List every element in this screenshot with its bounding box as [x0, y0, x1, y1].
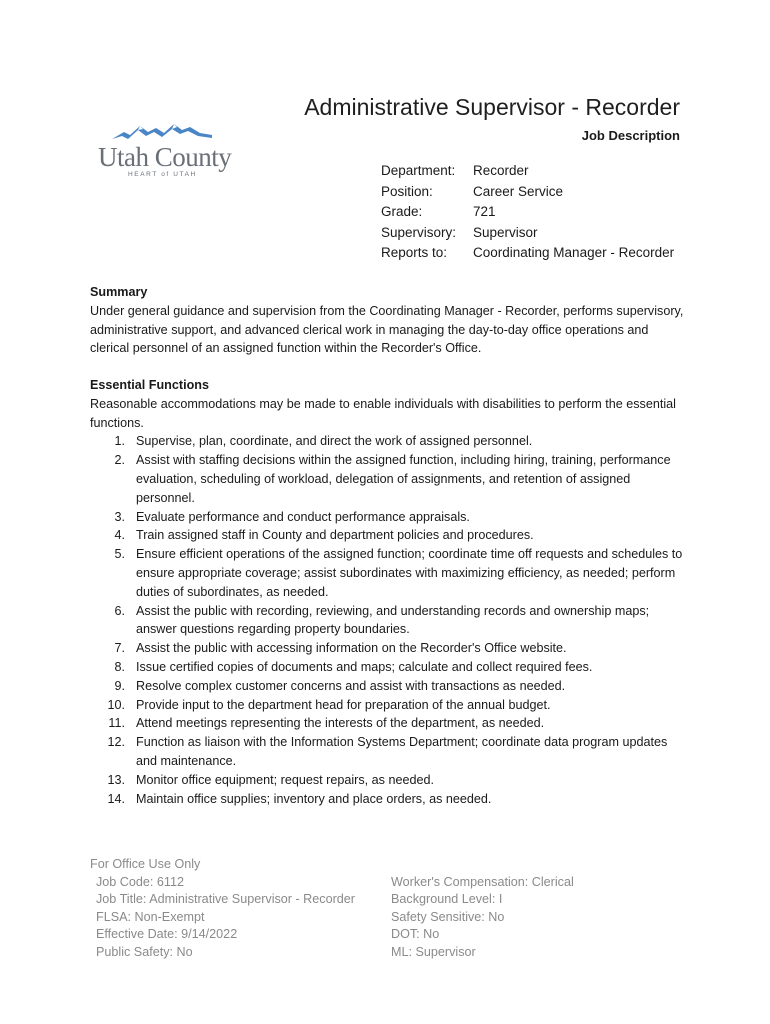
list-number: 8. — [114, 659, 125, 674]
footer-workers-comp: Worker's Compensation: Clerical — [391, 874, 574, 889]
list-item — [90, 733, 690, 771]
info-label: Grade: — [381, 204, 423, 220]
list-item — [90, 790, 690, 809]
info-row-grade — [381, 202, 674, 223]
list-text: Assist with staffing decisions within the assigned function, including hiring, training, performance evaluation, scheduling of workload, delegation of assignments, and retention of assigned personnel. — [136, 453, 671, 505]
footer-flsa: FLSA: Non-Exempt — [96, 909, 205, 924]
list-number: 13. — [107, 772, 125, 787]
essential-functions-intro: Reasonable accommodations may be made to enable individuals with disabilities to perform the essential functions. — [90, 396, 676, 430]
footer-public-safety: Public Safety: No — [96, 944, 193, 959]
list-number: 10. — [107, 697, 125, 712]
footer-safety-sensitive: Safety Sensitive: No — [391, 909, 505, 924]
info-value: Recorder — [473, 163, 529, 178]
page-subtitle: Job Description — [581, 128, 680, 143]
footer-right-column — [391, 874, 574, 962]
list-item — [90, 677, 690, 696]
list-item — [90, 639, 690, 658]
info-label: Position: — [381, 183, 433, 199]
essential-functions-list — [90, 432, 690, 808]
list-item — [90, 714, 690, 733]
footer-job-code: Job Code: 6112 — [96, 874, 184, 889]
info-value: 721 — [473, 204, 496, 220]
list-text: Train assigned staff in County and department policies and procedures. — [136, 528, 534, 543]
list-text: Provide input to the department head for preparation of the annual budget. — [136, 697, 551, 712]
list-text: Attend meetings representing the interests of the department, as needed. — [136, 716, 545, 731]
list-text: Ensure efficient operations of the assigned function; coordinate time off requests and schedules to ensure appropriate coverage; assist subordinates with maximizing efficiency, as needed; perform duties of subordinates, as needed. — [136, 547, 683, 599]
list-item — [90, 451, 690, 507]
list-number: 14. — [107, 791, 125, 806]
info-value: Coordinating Manager - Recorder — [473, 245, 675, 261]
list-item — [90, 696, 690, 715]
info-label: Department: — [381, 163, 456, 178]
list-text: Evaluate performance and conduct performance appraisals. — [136, 509, 470, 524]
list-number: 7. — [114, 641, 125, 656]
list-text: Function as liaison with the Information Systems Department; coordinate data program updates and maintenance. — [136, 735, 668, 768]
info-row-department — [381, 161, 674, 182]
list-number: 6. — [114, 603, 125, 618]
summary-text: Under general guidance and supervision from the Coordinating Manager - Recorder, performs supervisory, administrative support, and advanced clerical work in managing the day-to-day office operations and clerical personnel of an assigned function within the Recorder's Office. — [90, 303, 684, 356]
summary-heading: Summary — [90, 285, 148, 299]
logo-tagline: HEART of UTAH — [128, 171, 197, 178]
list-text: Supervise, plan, coordinate, and direct the work of assigned personnel. — [136, 434, 533, 449]
list-item — [90, 508, 690, 527]
info-row-supervisory — [381, 223, 674, 244]
footer-effective-date: Effective Date: 9/14/2022 — [96, 927, 238, 941]
list-text: Maintain office supplies; inventory and place orders, as needed. — [136, 791, 492, 806]
info-label: Supervisory: — [381, 224, 457, 240]
list-number: 4. — [114, 528, 125, 543]
list-number: 2. — [114, 453, 125, 468]
list-text: Assist the public with accessing information on the Recorder's Office website. — [136, 641, 567, 656]
list-number: 1. — [114, 434, 125, 449]
job-info-table — [381, 161, 674, 264]
list-number: 9. — [114, 678, 125, 693]
list-item — [90, 432, 690, 451]
footer-job-title: Job Title: Administrative Supervisor - Recorder — [96, 892, 355, 906]
footer-dot: DOT: No — [391, 927, 440, 941]
list-text: Assist the public with recording, reviewing, and understanding records and ownership maps; answer questions regarding property boundaries. — [136, 603, 650, 637]
list-item — [90, 658, 690, 677]
list-number: 11. — [108, 716, 125, 731]
essential-functions-section — [90, 376, 690, 808]
list-item — [90, 545, 690, 601]
footer-ml: ML: Supervisor — [391, 944, 476, 959]
info-row-position — [381, 182, 674, 203]
list-item — [90, 526, 690, 545]
summary-section — [90, 283, 690, 358]
list-number: 12. — [107, 735, 125, 750]
essential-functions-heading: Essential Functions — [90, 378, 209, 392]
list-item — [90, 602, 690, 640]
list-text: Resolve complex customer concerns and assist with transactions as needed. — [136, 678, 566, 693]
page-title: Administrative Supervisor - Recorder — [304, 94, 680, 120]
list-number: 3. — [114, 509, 125, 524]
mountain-icon — [112, 120, 212, 142]
list-item — [90, 771, 690, 790]
footer-title: For Office Use Only — [90, 857, 201, 871]
info-value: Supervisor — [473, 224, 538, 240]
logo-name: Utah County — [98, 142, 232, 172]
info-value: Career Service — [473, 183, 564, 199]
office-use-footer — [90, 856, 574, 959]
list-number: 5. — [114, 547, 125, 562]
info-row-reports-to — [381, 243, 674, 264]
list-text: Issue certified copies of documents and maps; calculate and collect required fees. — [136, 659, 593, 674]
footer-left-column — [96, 874, 355, 962]
footer-background-level: Background Level: I — [391, 892, 503, 906]
info-label: Reports to: — [381, 245, 448, 261]
utah-county-logo — [98, 120, 233, 182]
list-text: Monitor office equipment; request repairs, as needed. — [136, 772, 434, 787]
